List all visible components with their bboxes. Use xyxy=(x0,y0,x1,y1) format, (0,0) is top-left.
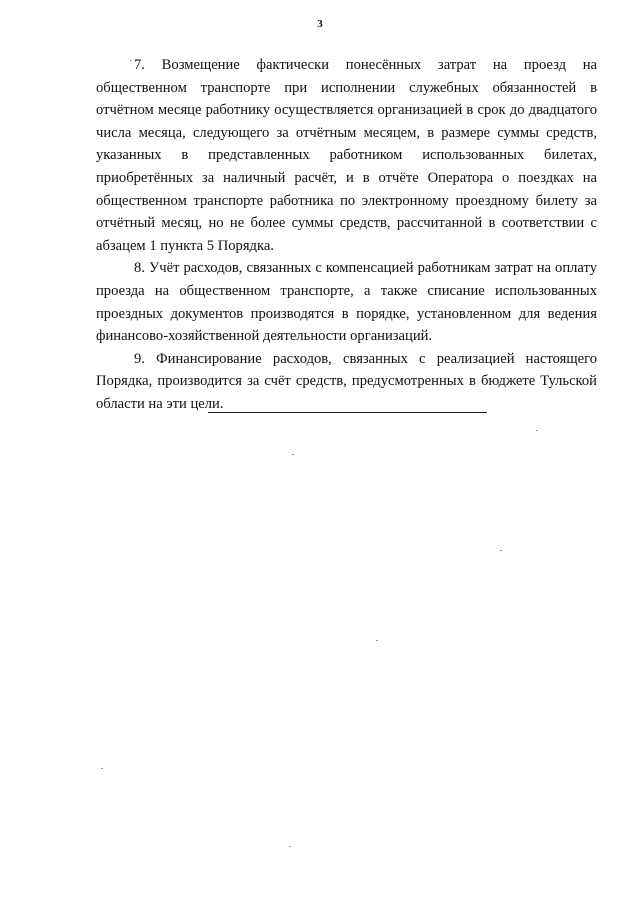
scan-speck xyxy=(130,60,132,61)
scan-speck xyxy=(292,454,294,455)
scan-speck xyxy=(376,640,378,641)
end-separator-line xyxy=(208,412,487,413)
page-number: 3 xyxy=(317,18,323,30)
paragraph-8: 8. Учёт расходов, связанных с компенсацией работникам затрат на оплату проезда на общественном транспорте, а также списание использованных проездных документов производятся в порядке, установленном для ведения финансово-хозяйственной деятельности организаций. xyxy=(96,260,597,345)
paragraph-9: 9. Финансирование расходов, связанных с реализацией настоящего Порядка, производится за счёт средств, предусмотренных в бюджете Тульской области на эти цели. xyxy=(96,350,597,412)
scan-speck xyxy=(500,550,502,551)
scan-speck xyxy=(289,846,291,847)
scan-speck xyxy=(101,768,103,769)
paragraph-7: 7. Возмещение фактически понесённых затрат на проезд на общественном транспорте при исполнении служебных обязанностей в отчётном месяце работнику осуществляется организацией в срок до двадцатого числа месяца, следующего за отчётным месяцем, в размере суммы средств, указанных в представленных работником использованных билетах, приобретённых за наличный расчёт, и в отчёте Оператора о поездках на общественном транспорте работника по электронному проездному билету за отчётный месяц, но не более суммы средств, рассчитанной в соответствии с абзацем 1 пункта 5 Порядка. xyxy=(96,57,597,254)
document-body xyxy=(96,54,597,416)
scan-speck xyxy=(536,430,538,431)
